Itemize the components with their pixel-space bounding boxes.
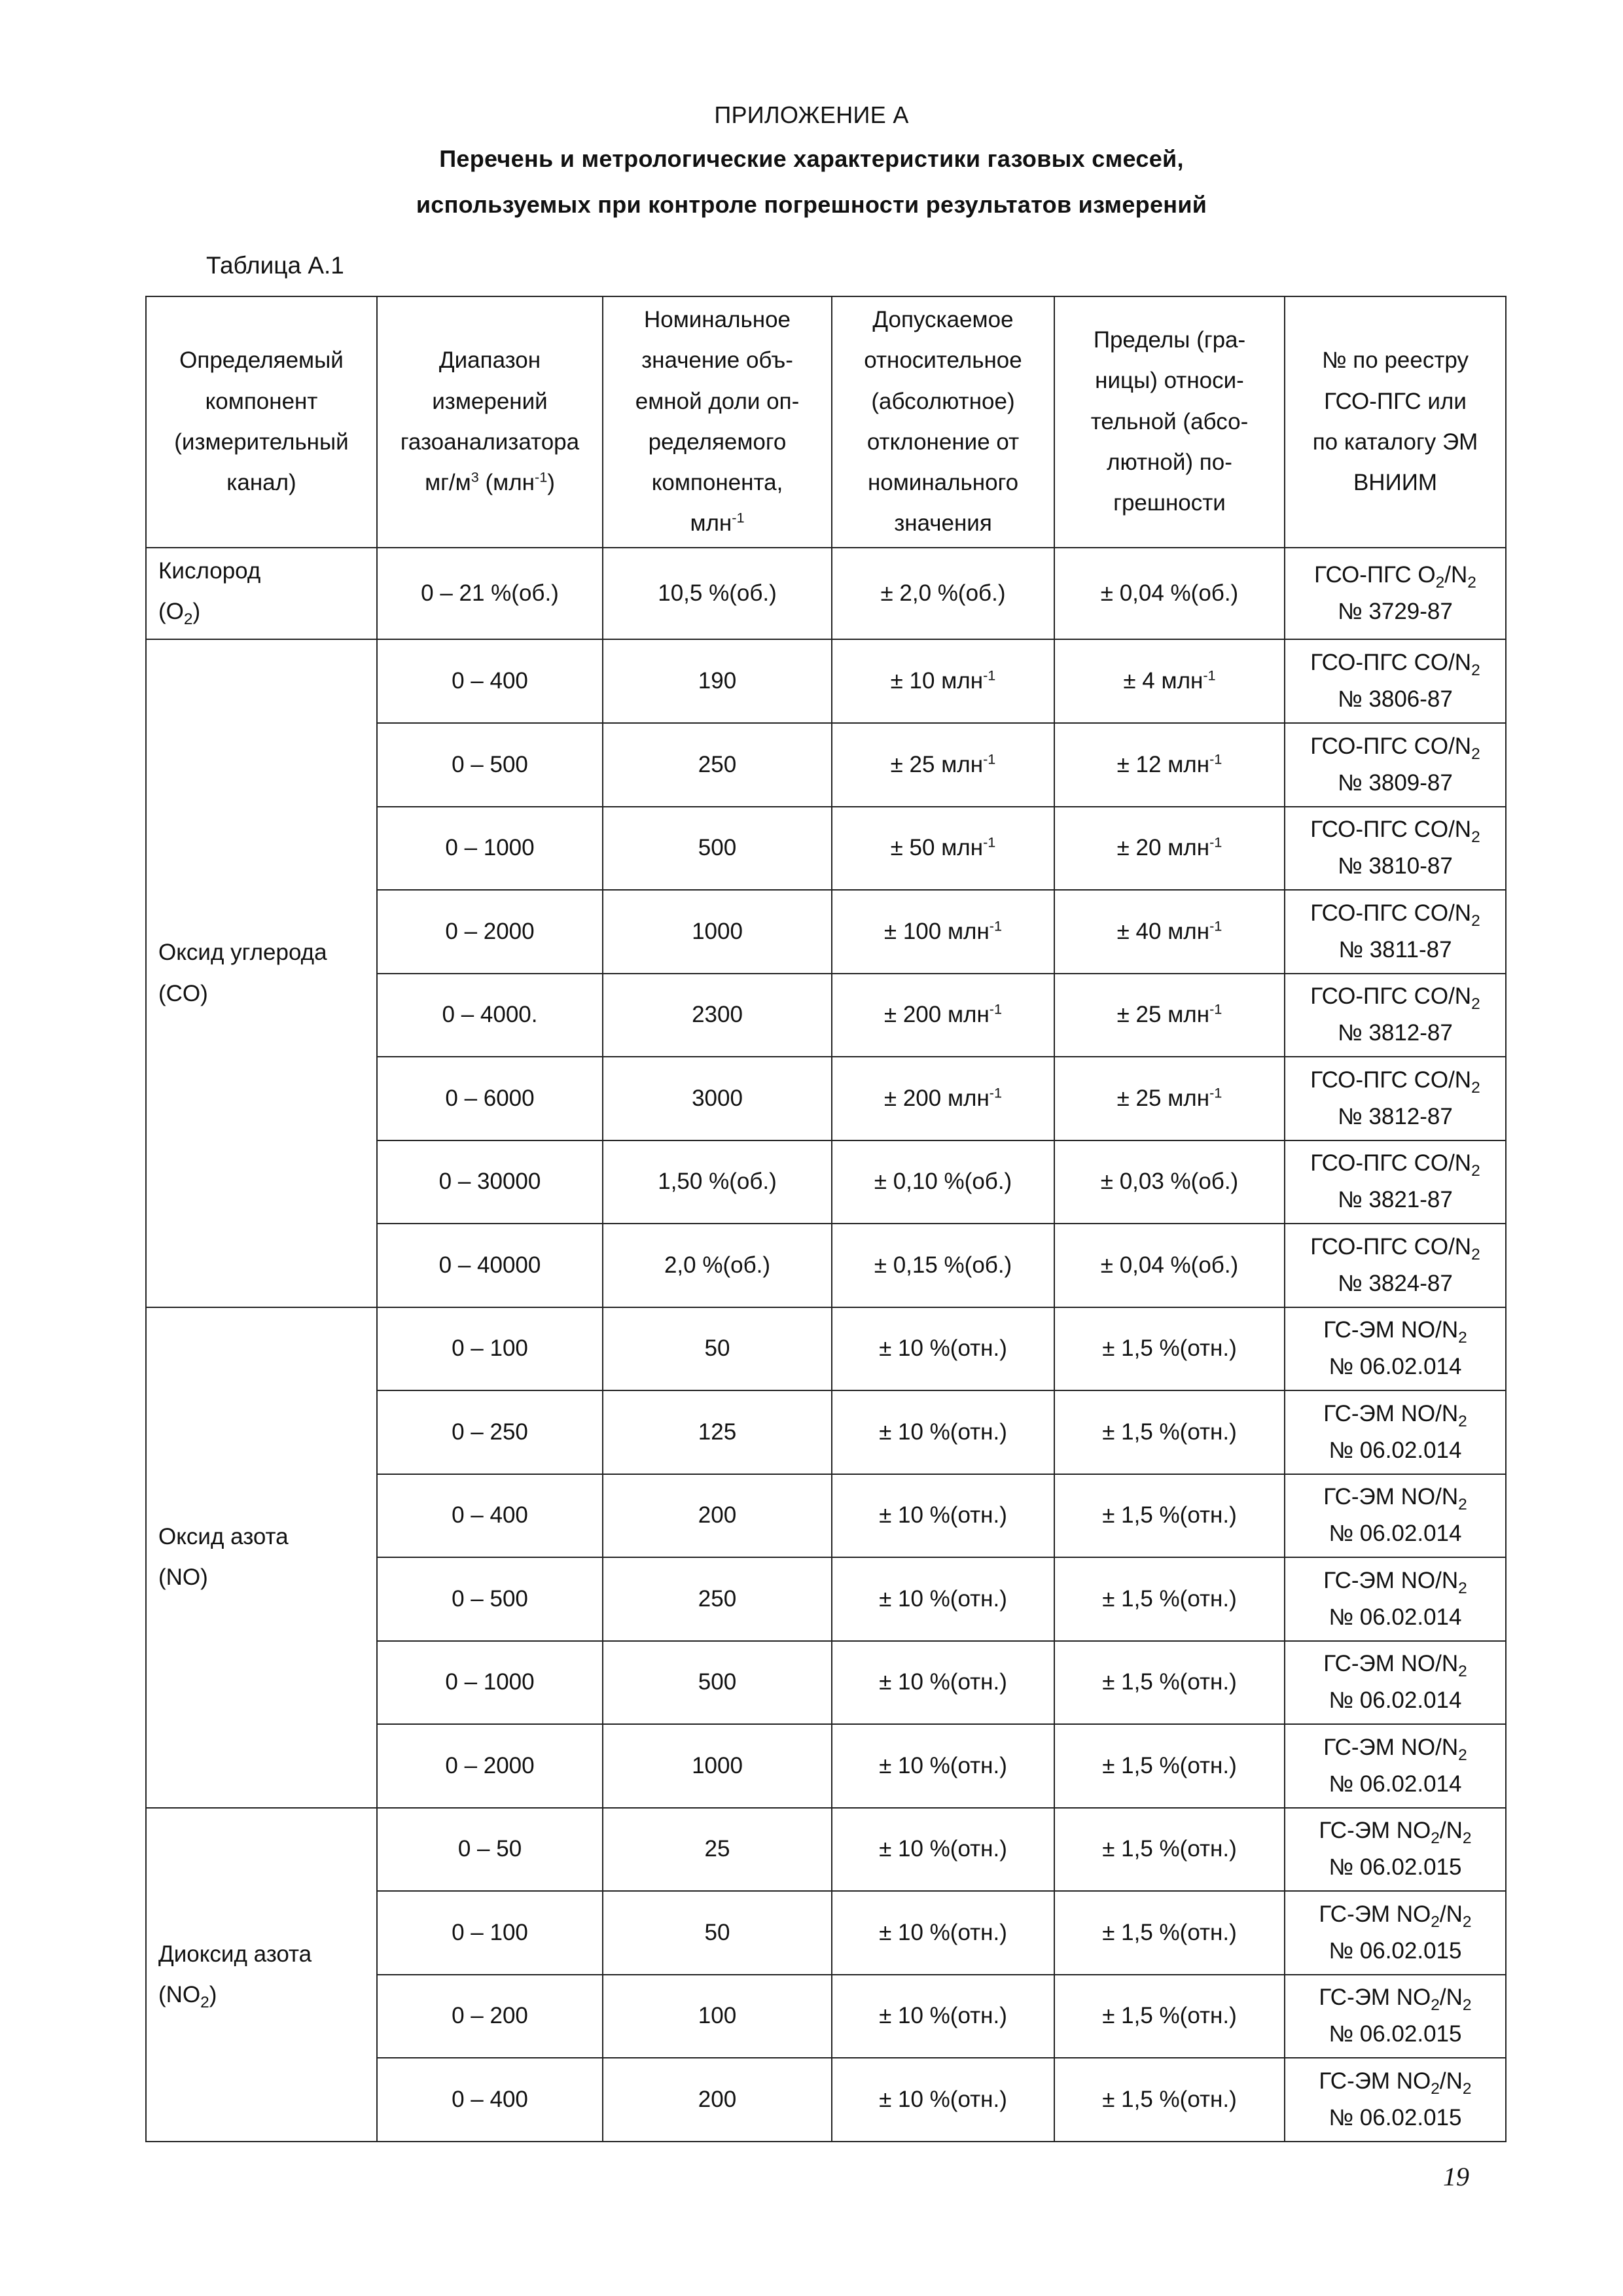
registry-subscript: 2 bbox=[1431, 1829, 1440, 1848]
header-line: тельной (абсо- bbox=[1090, 408, 1249, 434]
registry-name: ГС-ЭМ NO/N bbox=[1323, 1400, 1459, 1426]
nominal-cell: 100 bbox=[603, 1975, 832, 2058]
header-line: компонента, bbox=[651, 470, 783, 496]
range-cell: 0 – 1000 bbox=[377, 807, 603, 891]
registry-number: № 3729-87 bbox=[1338, 599, 1453, 625]
registry-cell bbox=[1285, 1641, 1506, 1725]
registry-name: ГС-ЭМ NO/N bbox=[1323, 1317, 1459, 1343]
header-line: ницы) относи- bbox=[1095, 368, 1244, 394]
component-name: Оксид азота bbox=[158, 1523, 289, 1549]
component-formula: (O bbox=[158, 599, 184, 625]
range-cell: 0 – 2000 bbox=[377, 890, 603, 974]
error-cell bbox=[1054, 639, 1285, 723]
registry-subscript: 2 bbox=[1458, 1746, 1467, 1764]
registry-name-cont: /N bbox=[1444, 562, 1468, 588]
nominal-cell: 200 bbox=[603, 2058, 832, 2142]
unit-exponent: -1 bbox=[983, 667, 996, 684]
error-value: ± 20 bbox=[1116, 835, 1162, 861]
registry-number: № 06.02.014 bbox=[1329, 1354, 1462, 1380]
nominal-cell: 1000 bbox=[603, 1724, 832, 1808]
header-error-limits bbox=[1054, 296, 1285, 548]
error-cell bbox=[1054, 1390, 1285, 1474]
nominal-cell: 2300 bbox=[603, 974, 832, 1057]
registry-number: № 3821-87 bbox=[1338, 1187, 1453, 1213]
registry-subscript: 2 bbox=[1467, 574, 1476, 592]
registry-name: ГСО-ПГС CO/N bbox=[1310, 650, 1472, 676]
registry-number: № 3806-87 bbox=[1338, 686, 1453, 713]
unit-millionth: млн bbox=[1168, 918, 1210, 944]
component-formula-end: ) bbox=[209, 1981, 217, 2007]
error-value: ± 0,04 %(об.) bbox=[1100, 1252, 1239, 1278]
registry-subscript: 2 bbox=[1458, 1496, 1467, 1514]
registry-name: ГСО-ПГС CO/N bbox=[1310, 1067, 1472, 1093]
registry-number: № 06.02.015 bbox=[1329, 1937, 1462, 1964]
header-line: (измерительный bbox=[174, 429, 349, 455]
registry-name: ГС-ЭМ NO/N bbox=[1323, 1567, 1459, 1593]
deviation-cell bbox=[832, 1557, 1054, 1641]
table-row bbox=[146, 1307, 1506, 1391]
header-nominal-value bbox=[603, 296, 832, 548]
deviation-value: ± 2,0 %(об.) bbox=[880, 580, 1006, 606]
registry-cell bbox=[1285, 1975, 1506, 2058]
deviation-value: ± 10 %(отн.) bbox=[879, 2086, 1007, 2112]
registry-cell bbox=[1285, 1057, 1506, 1140]
header-line: относительное bbox=[864, 347, 1022, 374]
error-cell bbox=[1054, 2058, 1285, 2142]
unit-exponent: -1 bbox=[989, 917, 1003, 934]
registry-cell bbox=[1285, 1140, 1506, 1224]
error-cell bbox=[1054, 1891, 1285, 1975]
deviation-cell bbox=[832, 1224, 1054, 1307]
header-line: Определяемый bbox=[179, 347, 344, 374]
error-cell bbox=[1054, 1724, 1285, 1808]
registry-number: № 06.02.014 bbox=[1329, 1771, 1462, 1797]
component-name: Диоксид азота bbox=[158, 1941, 312, 1967]
component-cell bbox=[146, 548, 377, 640]
registry-name: ГС-ЭМ NO bbox=[1319, 1818, 1431, 1844]
deviation-cell bbox=[832, 1641, 1054, 1725]
registry-name: ГС-ЭМ NO/N bbox=[1323, 1651, 1459, 1677]
deviation-value: ± 10 %(отн.) bbox=[879, 1335, 1007, 1362]
registry-cell bbox=[1285, 1224, 1506, 1307]
registry-subscript: 2 bbox=[1471, 911, 1480, 930]
component-name: Оксид углерода bbox=[158, 940, 327, 966]
header-line: ГСО-ПГС или bbox=[1324, 388, 1467, 414]
component-cell bbox=[146, 639, 377, 1307]
deviation-value: ± 10 %(отн.) bbox=[879, 2003, 1007, 2029]
registry-subscript: 2 bbox=[1431, 2080, 1440, 2098]
header-line: № по реестру bbox=[1322, 347, 1469, 374]
deviation-value: ± 25 bbox=[890, 751, 935, 777]
range-cell: 0 – 1000 bbox=[377, 1641, 603, 1725]
header-line: значение объ- bbox=[641, 347, 793, 374]
range-cell: 0 – 250 bbox=[377, 1390, 603, 1474]
registry-number: № 3811-87 bbox=[1338, 936, 1452, 963]
error-cell bbox=[1054, 1975, 1285, 2058]
registry-name: ГС-ЭМ NO bbox=[1319, 1901, 1431, 1927]
registry-subscript: 2 bbox=[1471, 1245, 1480, 1263]
header-row bbox=[146, 296, 1506, 548]
unit-exponent: -1 bbox=[983, 750, 996, 767]
header-line: газоанализатора bbox=[400, 429, 580, 455]
error-value: ± 1,5 %(отн.) bbox=[1102, 1919, 1237, 1945]
deviation-cell bbox=[832, 1307, 1054, 1391]
header-line: Номинальное bbox=[643, 307, 791, 332]
deviation-cell bbox=[832, 1808, 1054, 1892]
deviation-cell bbox=[832, 1390, 1054, 1474]
unit-exponent: -1 bbox=[989, 1084, 1003, 1101]
nominal-cell: 10,5 %(об.) bbox=[603, 548, 832, 640]
registry-cell bbox=[1285, 890, 1506, 974]
error-value: ± 0,04 %(об.) bbox=[1100, 580, 1239, 606]
error-cell bbox=[1054, 1140, 1285, 1224]
range-cell: 0 – 400 bbox=[377, 2058, 603, 2142]
registry-name-cont: /N bbox=[1439, 1985, 1463, 2011]
registry-subscript: 2 bbox=[1471, 995, 1480, 1014]
registry-cell bbox=[1285, 1474, 1506, 1558]
registry-number: № 06.02.014 bbox=[1329, 1521, 1462, 1547]
header-measurement-range bbox=[377, 296, 603, 548]
registry-cell bbox=[1285, 723, 1506, 807]
error-cell bbox=[1054, 1057, 1285, 1140]
registry-subscript: 2 bbox=[1471, 828, 1480, 847]
component-formula: (NO) bbox=[158, 1564, 208, 1591]
registry-name: ГС-ЭМ NO bbox=[1319, 2068, 1431, 2094]
error-cell bbox=[1054, 548, 1285, 640]
unit-exponent: -1 bbox=[1209, 917, 1222, 934]
header-line: канал) bbox=[226, 470, 296, 496]
range-cell: 0 – 4000. bbox=[377, 974, 603, 1057]
unit-millionth: млн bbox=[1161, 668, 1204, 694]
unit-millionth: млн bbox=[947, 918, 990, 944]
error-value: ± 1,5 %(отн.) bbox=[1102, 1669, 1237, 1695]
nominal-cell: 250 bbox=[603, 723, 832, 807]
registry-number: № 06.02.015 bbox=[1329, 2021, 1462, 2047]
gas-mixtures-table bbox=[145, 296, 1507, 2142]
registry-name: ГСО-ПГС CO/N bbox=[1310, 1233, 1472, 1260]
deviation-value: ± 10 %(отн.) bbox=[879, 1836, 1007, 1862]
nominal-cell: 1,50 %(об.) bbox=[603, 1140, 832, 1224]
deviation-cell bbox=[832, 890, 1054, 974]
unit-millionth: млн bbox=[941, 835, 984, 861]
error-value: ± 0,03 %(об.) bbox=[1100, 1169, 1239, 1195]
registry-name: ГС-ЭМ NO/N bbox=[1323, 1484, 1459, 1510]
registry-number: № 3812-87 bbox=[1338, 1103, 1453, 1129]
header-line: отклонение от bbox=[866, 429, 1020, 455]
registry-number: № 06.02.014 bbox=[1329, 1604, 1462, 1630]
component-formula-end: ) bbox=[192, 599, 201, 625]
deviation-cell bbox=[832, 807, 1054, 891]
range-cell: 0 – 500 bbox=[377, 723, 603, 807]
header-unit-part: ) bbox=[547, 470, 555, 496]
deviation-cell bbox=[832, 974, 1054, 1057]
range-cell: 0 – 6000 bbox=[377, 1057, 603, 1140]
range-cell: 0 – 200 bbox=[377, 1975, 603, 2058]
deviation-cell bbox=[832, 548, 1054, 640]
registry-cell bbox=[1285, 1891, 1506, 1975]
deviation-cell bbox=[832, 723, 1054, 807]
error-value: ± 25 bbox=[1116, 1002, 1162, 1028]
error-value: ± 1,5 %(отн.) bbox=[1102, 2003, 1237, 2029]
unit-millionth: млн bbox=[947, 1085, 990, 1111]
registry-cell bbox=[1285, 1808, 1506, 1892]
table-row bbox=[146, 1808, 1506, 1892]
registry-subscript: 2 bbox=[1462, 1829, 1472, 1848]
deviation-value: ± 10 %(отн.) bbox=[879, 1585, 1007, 1612]
range-cell: 0 – 100 bbox=[377, 1891, 603, 1975]
header-line: Допускаемое bbox=[872, 307, 1014, 332]
registry-name: ГС-ЭМ NO/N bbox=[1323, 1734, 1459, 1760]
registry-name: ГСО-ПГС CO/N bbox=[1310, 733, 1472, 759]
registry-subscript: 2 bbox=[1458, 1412, 1467, 1430]
header-unit-part: -1 bbox=[534, 468, 548, 486]
component-formula-sub: 2 bbox=[200, 1993, 209, 2011]
header-unit-part: млн bbox=[690, 510, 732, 537]
component-formula-sub: 2 bbox=[183, 610, 193, 629]
range-cell: 0 – 50 bbox=[377, 1808, 603, 1892]
header-line: ределяемого bbox=[648, 429, 787, 455]
error-value: ± 12 bbox=[1116, 751, 1162, 777]
range-cell: 0 – 400 bbox=[377, 639, 603, 723]
range-cell: 0 – 30000 bbox=[377, 1140, 603, 1224]
deviation-cell bbox=[832, 1474, 1054, 1558]
registry-name: ГСО-ПГС CO/N bbox=[1310, 817, 1472, 843]
unit-exponent: -1 bbox=[983, 834, 996, 851]
error-value: ± 1,5 %(отн.) bbox=[1102, 1335, 1237, 1362]
registry-cell bbox=[1285, 1390, 1506, 1474]
deviation-cell bbox=[832, 1891, 1054, 1975]
registry-name: ГС-ЭМ NO bbox=[1319, 1985, 1431, 2011]
registry-subscript: 2 bbox=[1462, 1996, 1472, 2015]
error-value: ± 1,5 %(отн.) bbox=[1102, 1836, 1237, 1862]
error-value: ± 1,5 %(отн.) bbox=[1102, 1752, 1237, 1778]
header-line: ВНИИМ bbox=[1353, 470, 1438, 496]
error-value: ± 1,5 %(отн.) bbox=[1102, 2086, 1237, 2112]
table-header bbox=[146, 296, 1506, 548]
deviation-cell bbox=[832, 1975, 1054, 2058]
header-line: по каталогу ЭМ bbox=[1312, 429, 1478, 455]
error-cell bbox=[1054, 1224, 1285, 1307]
deviation-value: ± 200 bbox=[883, 1085, 942, 1111]
registry-subscript: 2 bbox=[1458, 1663, 1467, 1681]
registry-name-cont: /N bbox=[1439, 1901, 1463, 1927]
registry-cell bbox=[1285, 2058, 1506, 2142]
error-cell bbox=[1054, 890, 1285, 974]
header-line: емной доли оп- bbox=[635, 388, 800, 414]
component-cell bbox=[146, 1808, 377, 2142]
component-formula: (NO bbox=[158, 1981, 201, 2007]
header-line: значения bbox=[894, 510, 992, 537]
component-name: Кислород bbox=[158, 557, 261, 584]
header-line: Диапазон bbox=[438, 347, 541, 374]
unit-millionth: млн bbox=[1168, 1002, 1210, 1028]
unit-exponent: -1 bbox=[1209, 834, 1222, 851]
unit-millionth: млн bbox=[1168, 751, 1210, 777]
header-line: лютной) по- bbox=[1107, 450, 1232, 476]
registry-cell bbox=[1285, 548, 1506, 640]
registry-subscript: 2 bbox=[1458, 1329, 1467, 1347]
nominal-cell: 50 bbox=[603, 1891, 832, 1975]
registry-number: № 06.02.015 bbox=[1329, 2105, 1462, 2131]
range-cell: 0 – 500 bbox=[377, 1557, 603, 1641]
registry-number: № 3812-87 bbox=[1338, 1020, 1453, 1046]
unit-exponent: -1 bbox=[1209, 750, 1222, 767]
error-value: ± 1,5 %(отн.) bbox=[1102, 1502, 1237, 1528]
registry-number: № 3809-87 bbox=[1338, 769, 1453, 796]
deviation-value: ± 200 bbox=[883, 1002, 942, 1028]
header-registry-number bbox=[1285, 296, 1506, 548]
registry-cell bbox=[1285, 1307, 1506, 1391]
range-cell: 0 – 21 %(об.) bbox=[377, 548, 603, 640]
range-cell: 0 – 400 bbox=[377, 1474, 603, 1558]
error-value: ± 25 bbox=[1116, 1085, 1162, 1111]
header-line: Пределы (гра- bbox=[1093, 327, 1246, 353]
unit-exponent: -1 bbox=[1203, 667, 1216, 684]
error-value: ± 1,5 %(отн.) bbox=[1102, 1585, 1237, 1612]
registry-subscript: 2 bbox=[1471, 1162, 1480, 1180]
registry-cell bbox=[1285, 1557, 1506, 1641]
registry-subscript: 2 bbox=[1435, 574, 1445, 592]
range-cell: 0 – 100 bbox=[377, 1307, 603, 1391]
nominal-cell: 190 bbox=[603, 639, 832, 723]
nominal-cell: 2,0 %(об.) bbox=[603, 1224, 832, 1307]
document-title-line-1: Перечень и метрологические характеристики газовых смесей, bbox=[439, 145, 1184, 172]
registry-name: ГСО-ПГС O bbox=[1314, 562, 1436, 588]
deviation-value: ± 10 %(отн.) bbox=[879, 1752, 1007, 1778]
header-line: (абсолютное) bbox=[871, 388, 1015, 414]
registry-number: № 06.02.014 bbox=[1329, 1687, 1462, 1714]
nominal-cell: 25 bbox=[603, 1808, 832, 1892]
nominal-cell: 500 bbox=[603, 807, 832, 891]
deviation-value: ± 10 bbox=[890, 668, 935, 694]
unit-millionth: млн bbox=[1168, 835, 1210, 861]
header-component bbox=[146, 296, 377, 548]
deviation-value: ± 10 %(отн.) bbox=[879, 1502, 1007, 1528]
header-permissible-deviation bbox=[832, 296, 1054, 548]
nominal-cell: 3000 bbox=[603, 1057, 832, 1140]
registry-subscript: 2 bbox=[1471, 662, 1480, 680]
document-title-line-2: используемых при контроле погрешности результатов измерений bbox=[416, 191, 1207, 218]
unit-exponent: -1 bbox=[1209, 1000, 1222, 1017]
error-cell bbox=[1054, 974, 1285, 1057]
range-cell: 0 – 40000 bbox=[377, 1224, 603, 1307]
component-formula: (CO) bbox=[158, 980, 208, 1006]
header-line: компонент bbox=[205, 388, 318, 414]
nominal-cell: 125 bbox=[603, 1390, 832, 1474]
header-line: грешности bbox=[1113, 490, 1226, 516]
nominal-cell: 250 bbox=[603, 1557, 832, 1641]
registry-name: ГСО-ПГС CO/N bbox=[1310, 983, 1472, 1010]
header-unit-part: мг/м bbox=[425, 470, 471, 496]
component-cell bbox=[146, 1307, 377, 1808]
deviation-cell bbox=[832, 1724, 1054, 1808]
registry-subscript: 2 bbox=[1462, 1913, 1472, 1931]
registry-subscript: 2 bbox=[1458, 1579, 1467, 1597]
error-cell bbox=[1054, 1557, 1285, 1641]
header-unit-part: (млн bbox=[478, 470, 535, 496]
registry-number: № 3824-87 bbox=[1338, 1270, 1453, 1296]
nominal-cell: 1000 bbox=[603, 890, 832, 974]
deviation-cell bbox=[832, 1057, 1054, 1140]
error-value: ± 4 bbox=[1123, 668, 1155, 694]
registry-number: № 3810-87 bbox=[1338, 853, 1453, 879]
deviation-cell bbox=[832, 639, 1054, 723]
registry-name: ГСО-ПГС CO/N bbox=[1310, 1150, 1472, 1176]
error-value: ± 40 bbox=[1116, 918, 1162, 944]
registry-cell bbox=[1285, 807, 1506, 891]
deviation-value: ± 0,15 %(об.) bbox=[874, 1252, 1012, 1278]
error-value: ± 1,5 %(отн.) bbox=[1102, 1419, 1237, 1445]
header-line: номинального bbox=[867, 470, 1019, 496]
page-number: 19 bbox=[1443, 2162, 1469, 2191]
table-body bbox=[146, 548, 1506, 2142]
unit-exponent: -1 bbox=[989, 1000, 1003, 1017]
unit-exponent: -1 bbox=[1209, 1084, 1222, 1101]
error-cell bbox=[1054, 1808, 1285, 1892]
table-row bbox=[146, 639, 1506, 723]
registry-subscript: 2 bbox=[1471, 745, 1480, 763]
registry-number: № 06.02.015 bbox=[1329, 1854, 1462, 1881]
registry-cell bbox=[1285, 639, 1506, 723]
deviation-cell bbox=[832, 2058, 1054, 2142]
error-cell bbox=[1054, 1641, 1285, 1725]
deviation-value: ± 50 bbox=[890, 835, 935, 861]
table-label: Таблица А.1 bbox=[206, 252, 344, 279]
error-cell bbox=[1054, 723, 1285, 807]
error-cell bbox=[1054, 1474, 1285, 1558]
unit-millionth: млн bbox=[941, 751, 984, 777]
nominal-cell: 500 bbox=[603, 1641, 832, 1725]
header-line: измерений bbox=[432, 388, 548, 414]
registry-cell bbox=[1285, 974, 1506, 1057]
registry-subscript: 2 bbox=[1431, 1996, 1440, 2015]
header-unit-part: -1 bbox=[732, 509, 745, 526]
deviation-cell bbox=[832, 1140, 1054, 1224]
header-unit-part: 3 bbox=[471, 468, 479, 486]
registry-name-cont: /N bbox=[1439, 2068, 1463, 2094]
nominal-cell: 50 bbox=[603, 1307, 832, 1391]
deviation-value: ± 10 %(отн.) bbox=[879, 1669, 1007, 1695]
range-cell: 0 – 2000 bbox=[377, 1724, 603, 1808]
registry-subscript: 2 bbox=[1431, 1913, 1440, 1931]
unit-millionth: млн bbox=[947, 1002, 990, 1028]
nominal-cell: 200 bbox=[603, 1474, 832, 1558]
table-row bbox=[146, 548, 1506, 640]
error-cell bbox=[1054, 807, 1285, 891]
registry-name: ГСО-ПГС CO/N bbox=[1310, 900, 1472, 926]
unit-millionth: млн bbox=[1168, 1085, 1210, 1111]
deviation-value: ± 0,10 %(об.) bbox=[874, 1169, 1012, 1195]
deviation-value: ± 10 %(отн.) bbox=[879, 1919, 1007, 1945]
deviation-value: ± 100 bbox=[883, 918, 942, 944]
registry-name-cont: /N bbox=[1439, 1818, 1463, 1844]
error-cell bbox=[1054, 1307, 1285, 1391]
deviation-value: ± 10 %(отн.) bbox=[879, 1419, 1007, 1445]
registry-subscript: 2 bbox=[1471, 1078, 1480, 1097]
appendix-heading: ПРИЛОЖЕНИЕ А bbox=[714, 101, 909, 128]
registry-cell bbox=[1285, 1724, 1506, 1808]
registry-number: № 06.02.014 bbox=[1329, 1437, 1462, 1463]
unit-millionth: млн bbox=[941, 668, 984, 694]
registry-subscript: 2 bbox=[1462, 2080, 1472, 2098]
